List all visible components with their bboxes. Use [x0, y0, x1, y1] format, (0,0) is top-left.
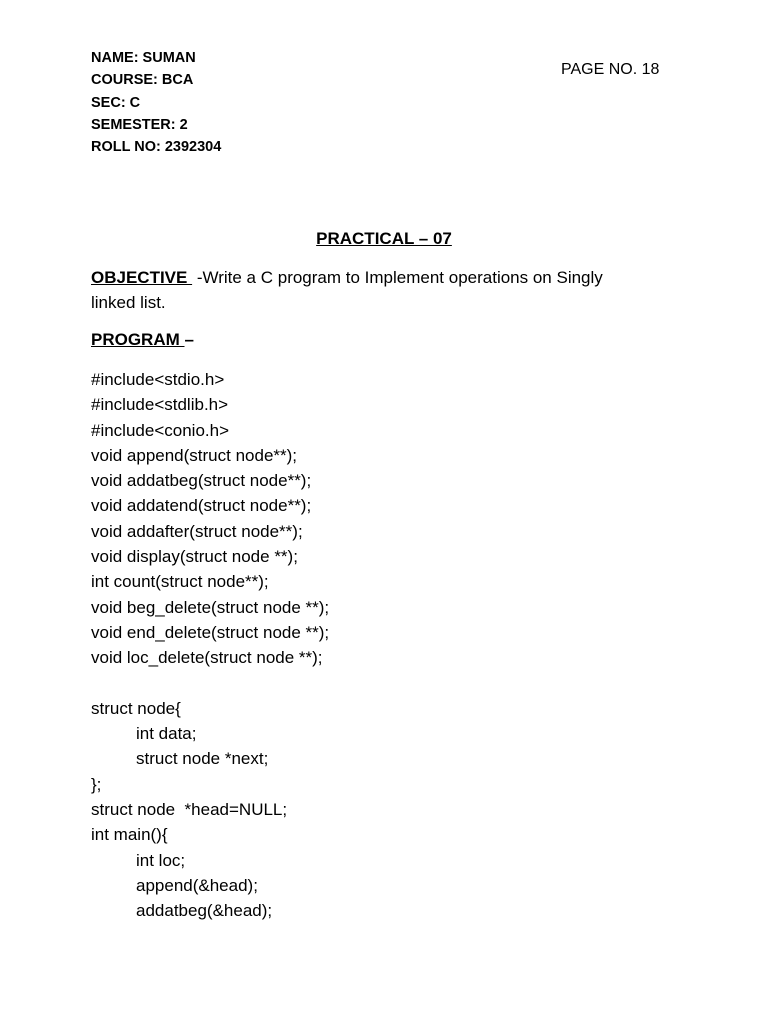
code-line-blank — [91, 671, 329, 696]
code-line: addatbeg(&head); — [136, 901, 273, 921]
code-line: append(&head); — [136, 875, 258, 895]
code-line: void addafter(struct node**); — [91, 521, 303, 541]
program-heading — [91, 329, 194, 351]
student-section: SEC: C — [91, 94, 141, 111]
code-line: #include<stdlib.h> — [91, 395, 229, 415]
program-dash: – — [184, 330, 194, 349]
code-line: struct node *head=NULL; — [91, 800, 288, 820]
code-line: void loc_delete(struct node **); — [91, 648, 323, 668]
objective-text: -Write a C program to Implement operations on Singly linked list. — [91, 268, 603, 312]
code-line: int main(){ — [91, 825, 168, 845]
objective-label: OBJECTIVE — [91, 268, 193, 287]
code-line: struct node{ — [91, 698, 181, 718]
code-line: void addatbeg(struct node**); — [91, 471, 312, 491]
student-info — [91, 47, 221, 158]
practical-title: PRACTICAL – 07 — [316, 229, 452, 248]
code-line: }; — [91, 774, 102, 794]
code-line: void addatend(struct node**); — [91, 496, 312, 516]
code-line: int loc; — [136, 850, 186, 870]
code-line: struct node *next; — [136, 749, 269, 769]
code-line: void display(struct node **); — [91, 547, 298, 567]
practical-title-container — [0, 228, 768, 250]
page-number: PAGE NO. 18 — [561, 61, 660, 78]
program-label: PROGRAM — [91, 330, 185, 349]
code-line: void end_delete(struct node **); — [91, 622, 330, 642]
student-semester: SEMESTER: 2 — [91, 116, 188, 133]
student-roll-no: ROLL NO: 2392304 — [91, 139, 222, 156]
code-line: int data; — [136, 724, 197, 744]
code-block — [91, 367, 329, 924]
code-line: #include<stdio.h> — [91, 370, 225, 389]
code-line: void beg_delete(struct node **); — [91, 597, 330, 617]
student-course: COURSE: BCA — [91, 72, 194, 89]
objective-section — [91, 265, 651, 315]
code-line: #include<conio.h> — [91, 420, 230, 440]
code-line: int count(struct node**); — [91, 572, 269, 592]
code-line: void append(struct node**); — [91, 445, 298, 465]
student-name: NAME: SUMAN — [91, 50, 196, 66]
